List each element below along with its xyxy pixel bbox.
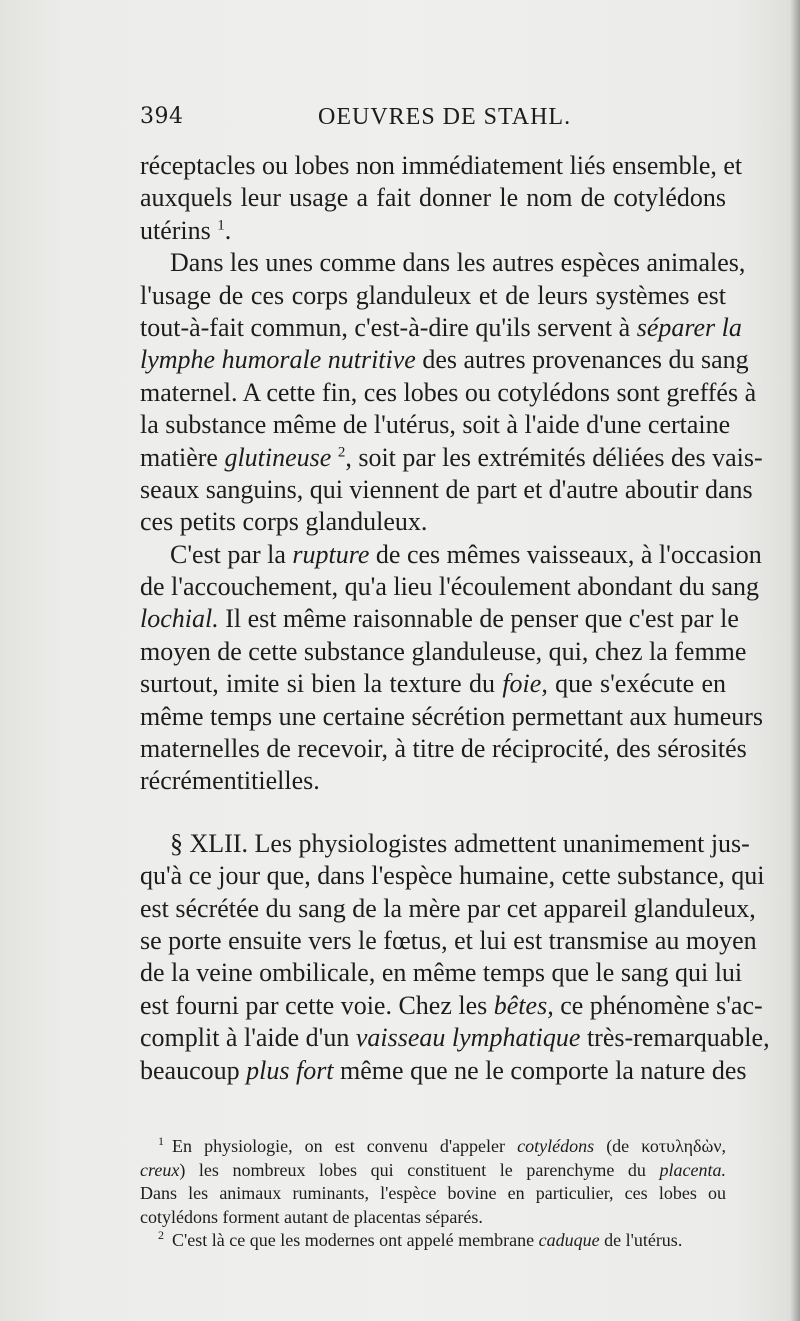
- text-line: ces petits corps glanduleux.: [140, 507, 428, 537]
- text-line: C'est par la rupture de ces mêmes vaisseaux, à l'occasion: [170, 539, 762, 569]
- text-line: la substance même de l'utérus, soit à l'aide d'une certaine: [140, 410, 731, 440]
- footnote-line: $^2$ C'est là ce que les modernes ont appelé membrane caduque de l'utérus.: [158, 1228, 683, 1250]
- running-title: OEUVRES DE STAHL.: [318, 104, 572, 130]
- text-line: de la veine ombilicale, en même temps que le sang qui lui: [140, 958, 743, 988]
- italic-term: foie,: [502, 669, 548, 699]
- italic-term: caduque: [538, 1230, 600, 1250]
- text-line: même temps une certaine sécrétion permettant aux humeurs: [140, 701, 764, 731]
- text-line: Dans les unes comme dans les autres espèces animales,: [170, 248, 746, 278]
- text-line: surtout, imite si bien la texture du foie, que s'exécute en: [140, 669, 727, 699]
- text-line: est fourni par cette voie. Chez les bêtes, ce phénomène s'ac-: [140, 990, 763, 1020]
- italic-term: cotylédons: [517, 1136, 595, 1156]
- italic-term: séparer la: [636, 312, 742, 342]
- text-line: tout-à-fait commun, c'est-à-dire qu'ils servent à séparer la: [140, 312, 742, 342]
- text-line: est sécrétée du sang de la mère par cet appareil glanduleux,: [140, 893, 756, 923]
- italic-term: lochial.: [140, 604, 219, 634]
- italic-term: lymphe humorale nutritive: [140, 345, 416, 375]
- footnote-line: Dans les animaux ruminants, l'espèce bovine en particulier, ces lobes ou: [140, 1183, 726, 1203]
- page-header: [140, 104, 720, 144]
- text-line: moyen de cette substance glanduleuse, qui, chez la femme: [140, 636, 747, 666]
- footnote-number: 1: [158, 1134, 164, 1148]
- text-line: qu'à ce jour que, dans l'espèce humaine, cette substance, qui: [140, 861, 765, 891]
- italic-term: creux: [140, 1159, 180, 1180]
- text-line: lymphe humorale nutritive des autres provenances du sang: [140, 345, 749, 375]
- footnote-line: $^1$ En physiologie, on est convenu d'appeler cotylédons (de κοτυληδὼν,: [158, 1134, 727, 1156]
- text-line: utérins $^1$.: [140, 215, 232, 245]
- italic-term: plus fort: [246, 1055, 334, 1085]
- italic-term: placenta.: [659, 1159, 726, 1180]
- footnote-ref: 2: [337, 443, 346, 460]
- text-line: seaux sanguins, qui viennent de part et d'autre aboutir dans: [140, 474, 753, 504]
- section-gap: [140, 798, 726, 828]
- page-number: 394: [140, 104, 184, 129]
- text-line: auxquels leur usage a fait donner le nom de cotylédons: [140, 183, 726, 213]
- page-edge-shadow: [790, 0, 800, 1321]
- footnotes: [140, 1135, 726, 1253]
- text-line: de l'accouchement, qu'a lieu l'écoulement abondant du sang: [140, 572, 760, 602]
- text-line: se porte ensuite vers le fœtus, et lui est transmise au moyen: [140, 925, 757, 955]
- text-line: § XLII. Les physiologistes admettent unanimement jus-: [170, 828, 750, 858]
- text-line: maternelles de recevoir, à titre de réciprocité, des sérosités: [140, 734, 747, 764]
- text-line: lochial. Il est même raisonnable de penser que c'est par le: [140, 604, 739, 634]
- text-line: l'usage de ces corps glanduleux et de leurs systèmes est: [140, 280, 726, 310]
- italic-term: vaisseau lymphatique: [355, 1023, 581, 1053]
- text-line: beaucoup plus fort même que ne le comporte la nature des: [140, 1055, 747, 1085]
- italic-term: bêtes,: [493, 990, 554, 1020]
- text-line: matière glutineuse $^2$, soit par les extrémités déliées des vais-: [140, 442, 763, 472]
- italic-term: rupture: [292, 539, 370, 569]
- text-line: réceptacles ou lobes non immédiatement liés ensemble, et: [140, 151, 743, 180]
- italic-term: glutineuse: [224, 442, 332, 472]
- text-line: récrémentitielles.: [140, 766, 320, 796]
- footnote-line: cotylédons forment autant de placentas séparés.: [140, 1206, 483, 1227]
- footnote-number: 2: [158, 1228, 164, 1242]
- footnote-ref: 1: [217, 217, 225, 234]
- main-text: [140, 150, 770, 1087]
- text-line: complit à l'aide d'un vaisseau lymphatique très-remarquable,: [140, 1023, 770, 1053]
- text-line: maternel. A cette fin, ces lobes ou cotylédons sont greffés à: [140, 377, 757, 407]
- footnote-line: creux) les nombreux lobes qui constituent le parenchyme du placenta.: [140, 1159, 726, 1180]
